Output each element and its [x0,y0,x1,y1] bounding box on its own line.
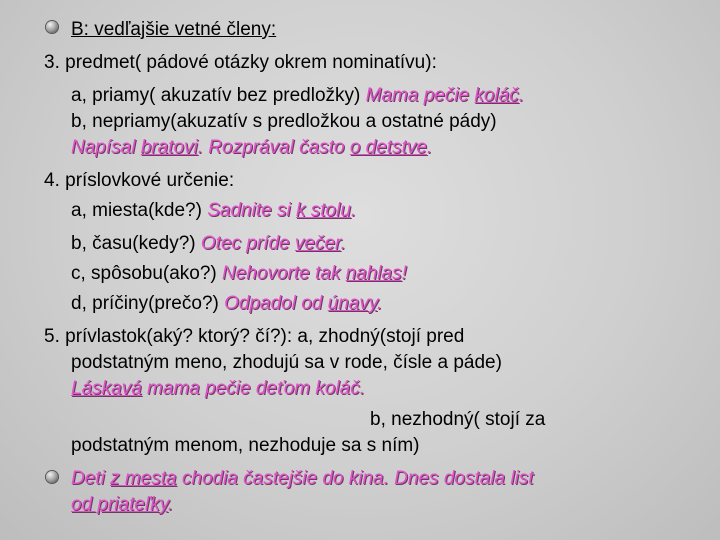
item-4a-example-end: . [350,200,357,221]
item-5b-example-2-underlined: od priateľky [71,494,168,515]
item-3b-example-end: . [426,137,433,158]
item-4c-example: Nehovorte tak [222,263,346,284]
item-3b-example-2: . Rozprával často [197,137,350,158]
item-3a-example: Mama pečie [365,85,475,106]
item-5b-example-start: Deti [71,468,111,489]
item-3b-example-1: Napísal [71,137,141,158]
item-3-text: 3. predmet( pádové otázky okrem nominatívu): [44,52,437,73]
item-5b-example-line-2 [71,494,173,516]
heading-secondary-sentence-members [71,19,276,41]
item-4b-example-underlined: večer [294,233,341,254]
item-5b-line [370,409,545,431]
item-5a-example-underlined: Láskavá [71,378,142,399]
item-5-continuation [71,352,502,374]
item-4a-label: a, miesta(kde?) [71,200,208,221]
round-bullet-icon [46,471,58,483]
item-4a-line [71,200,356,222]
item-5b-example-2-end: . [167,494,174,515]
item-4d-example-underlined: únavy [327,293,377,314]
item-5-text: 5. prívlastok(aký? ktorý? čí?): a, zhodný(stojí pred [44,326,465,347]
item-3b-example-1-underlined: bratovi [140,137,198,158]
item-4-text: 4. príslovkové určenie: [44,170,235,191]
item-4b-line [71,233,346,255]
item-5b-example-line [71,468,534,490]
item-4b-label: b, času(kedy?) [71,233,201,254]
item-5-attribute [44,326,464,348]
item-5b-continuation [71,435,420,457]
item-5a-example-line [71,378,365,400]
item-4b-example-end: . [340,233,346,254]
item-4d-example: Odpadol od [224,293,328,314]
item-4b-example: Otec príde [200,233,295,254]
item-4d-label: d, príčiny(prečo?) [71,293,225,314]
item-4c-example-end: ! [401,263,407,284]
item-3a-example-end: . [518,85,525,106]
item-4d-example-end: . [376,293,383,314]
item-4-adverbial [44,170,234,192]
item-3b-example-line [71,137,432,159]
item-3a-label: a, priamy( akuzatív bez predložky) [71,85,366,106]
item-4c-label: c, spôsobu(ako?) [71,263,223,284]
item-3b-example-2-underlined: o detstve [349,137,427,158]
item-3a-example-underlined: koláč [474,85,519,106]
item-5b-example-underlined: z mesta [110,468,177,489]
round-bullet-icon [46,21,58,33]
item-3a-line [71,85,524,107]
item-4d-line [71,293,382,315]
item-4a-example: Sadnite si [207,200,296,221]
item-5b-label: b, nezhodný( stojí za [370,409,546,430]
item-5-continuation-text: podstatným meno, zhodujú sa v rode, čísle a páde) [71,352,502,373]
item-4c-example-underlined: nahlas [345,263,402,284]
item-5b-example: chodia častejšie do kina. Dnes dostala list [176,468,534,489]
item-4a-example-underlined: k stolu [295,200,351,221]
item-5b-continuation-text: podstatným menom, nezhoduje sa s ním) [71,435,420,456]
item-3-object [44,52,437,74]
item-4c-line [71,263,407,285]
item-5a-example: mama pečie deťom koláč. [141,378,365,399]
item-3b-line [71,111,497,133]
item-3b-label: b, nepriamy(akuzatív s predložkou a ostatné pády) [71,111,497,132]
heading-text: B: vedľajšie vetné členy: [71,19,277,40]
